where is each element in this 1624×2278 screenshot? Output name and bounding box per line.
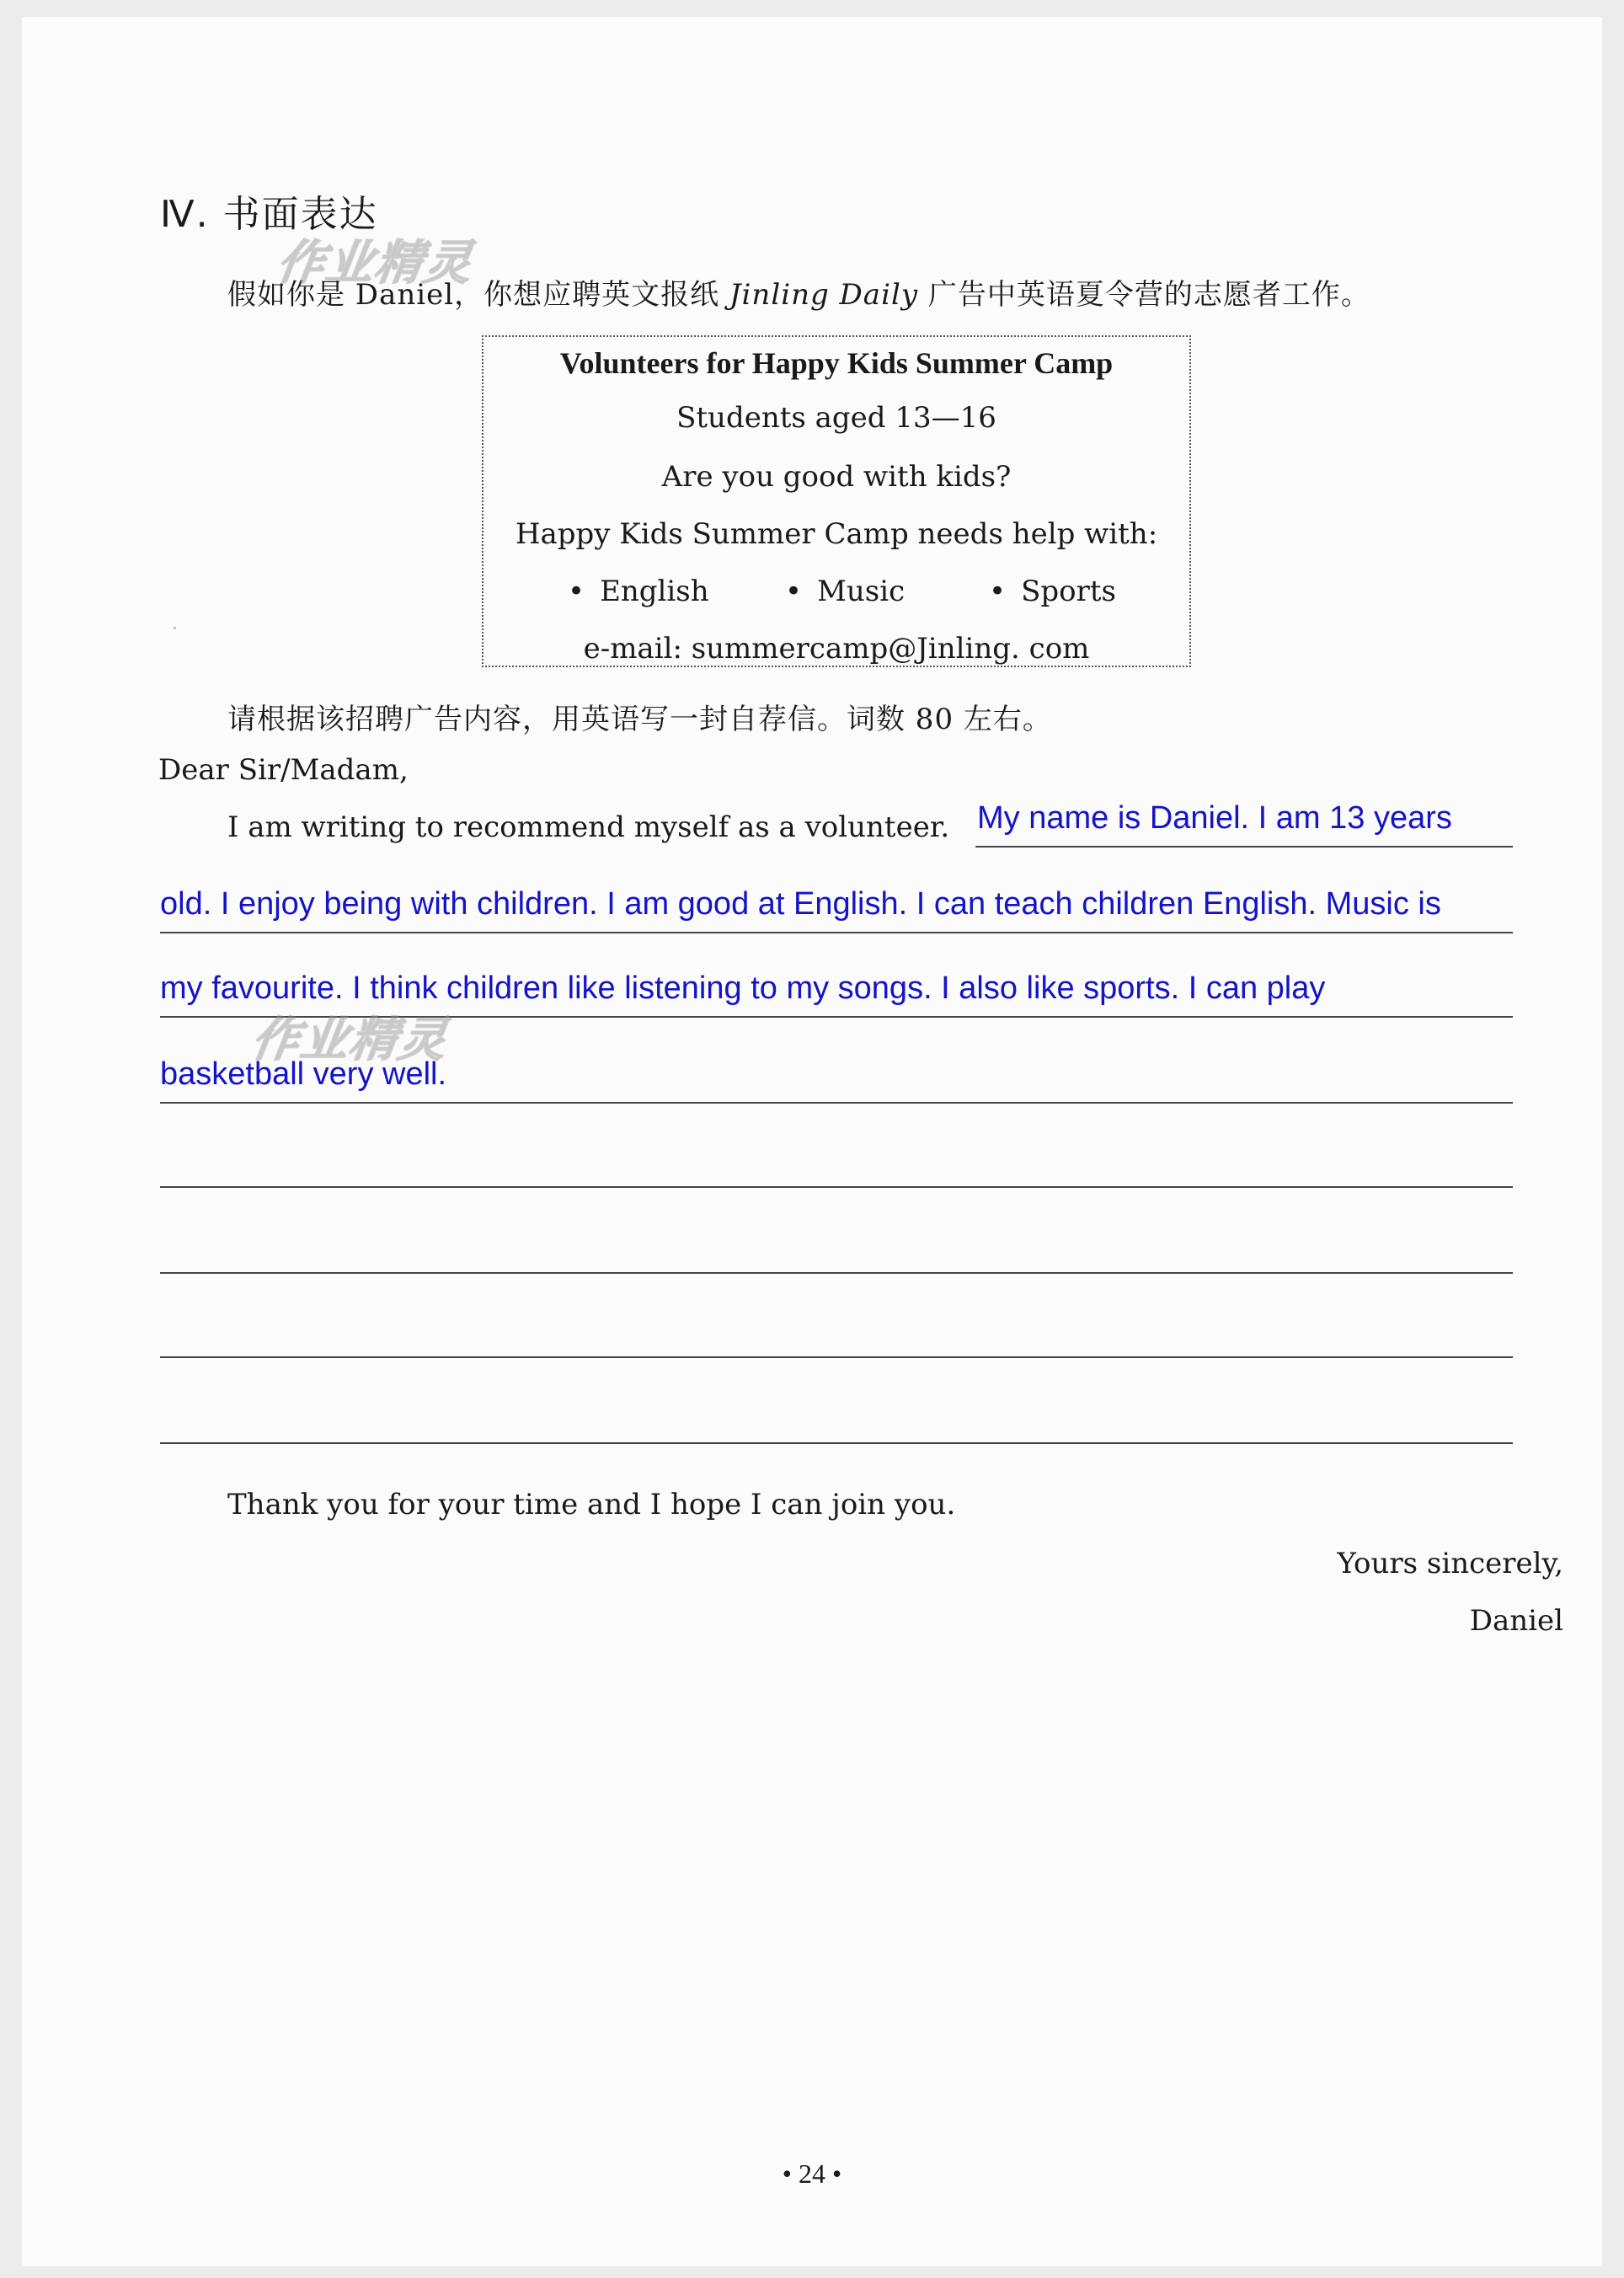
ad-age-requirement: Students aged 13—16 <box>676 401 996 435</box>
watermark: 作业精灵 <box>273 236 477 291</box>
writing-line <box>160 1102 1513 1104</box>
answer-line: my favourite. I think children like listening to my songs. I also like sports. I can play <box>160 971 1326 1006</box>
letter-signature: Daniel <box>1469 1604 1563 1638</box>
intro-text-before: 假如你是 Daniel，你想应聘英文报纸 <box>227 278 729 312</box>
ad-item-label: Music <box>817 575 905 608</box>
ad-item <box>989 575 1116 608</box>
writing-line <box>975 846 1513 848</box>
ad-help-with: Happy Kids Summer Camp needs help with: <box>515 517 1158 551</box>
bullet-icon: • <box>568 575 585 608</box>
letter-signoff: Yours sincerely, <box>1337 1547 1563 1580</box>
answer-line: My name is Daniel. I am 13 years <box>977 800 1452 836</box>
writing-line <box>160 1186 1513 1188</box>
intro-text-after: 广告中英语夏令营的志愿者工作。 <box>918 278 1370 312</box>
job-advertisement <box>482 335 1191 667</box>
writing-line <box>160 1356 1513 1358</box>
writing-line <box>160 932 1513 933</box>
bullet-icon: • <box>785 575 803 608</box>
ad-item <box>568 575 709 608</box>
letter-closing: Thank you for your time and I hope I can join you. <box>227 1488 956 1521</box>
writing-line <box>160 1442 1513 1444</box>
bullet-icon: • <box>989 575 1007 608</box>
writing-instruction: 请根据该招聘广告内容，用英语写一封自荐信。词数 80 左右。 <box>227 703 1052 736</box>
ad-title: Volunteers for Happy Kids Summer Camp <box>559 346 1114 380</box>
ad-email: e-mail: summercamp@Jinling. com <box>583 632 1090 666</box>
ad-item-label: English <box>600 575 709 608</box>
writing-line <box>160 1272 1513 1274</box>
ad-item <box>785 575 905 608</box>
page-number: • 24 • <box>782 2158 842 2189</box>
watermark: 作业精灵 <box>248 1013 451 1067</box>
answer-line: old. I enjoy being with children. I am good at English. I can teach children English. Music is <box>160 886 1441 922</box>
scan-speck <box>174 627 176 629</box>
section-title: Ⅳ. 书面表达 <box>160 193 378 236</box>
ad-item-label: Sports <box>1021 575 1116 608</box>
answer-line: basketball very well. <box>160 1056 447 1092</box>
letter-greeting: Dear Sir/Madam, <box>158 753 409 787</box>
newspaper-name: Jinling Daily <box>729 278 919 312</box>
ad-question: Are you good with kids? <box>661 460 1012 494</box>
letter-opening: I am writing to recommend myself as a volunteer. <box>227 810 950 844</box>
